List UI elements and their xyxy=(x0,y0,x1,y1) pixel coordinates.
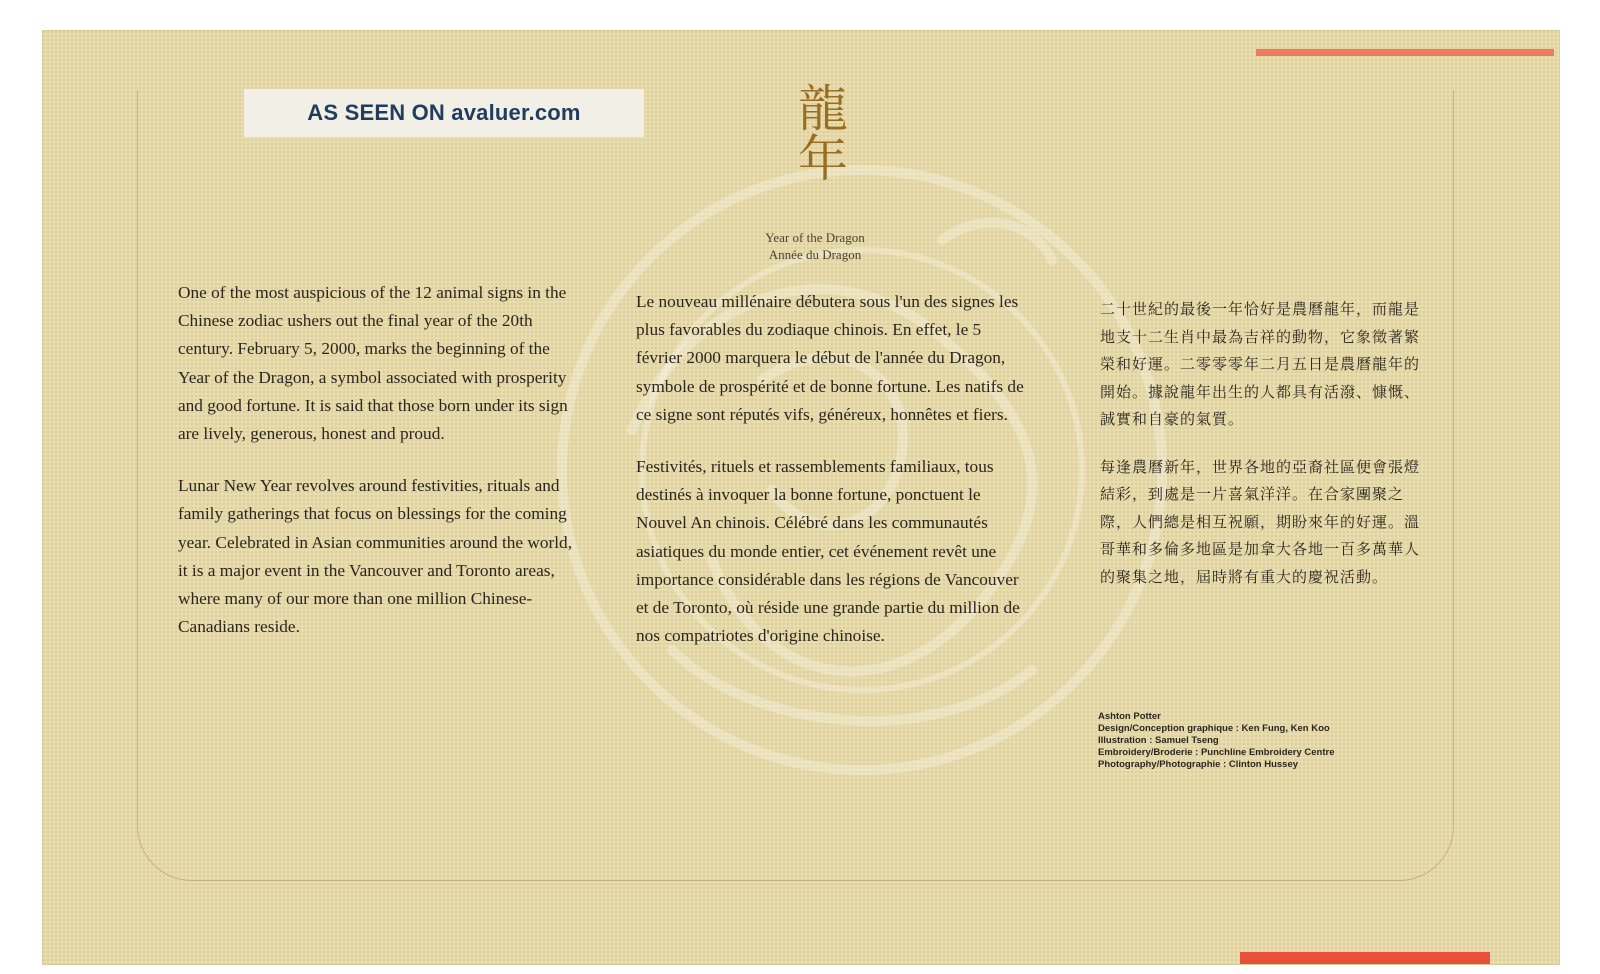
credits-block xyxy=(1098,711,1418,771)
red-edge-strip-top xyxy=(1256,49,1554,56)
french-paragraph: Le nouveau millénaire débutera sous l'un des signes les plus favorables du zodiaque chinois. En effet, le 5 février 2000 marquera le début de l'année du Dragon, symbole de prospérité et de bonne fortune. Les natifs de ce signe sont réputés vifs, généreux, honnêtes et fiers. xyxy=(636,292,1024,424)
english-paragraph: Lunar New Year revolves around festivities, rituals and family gatherings that focus on blessings for the coming year. Celebrated in Asian communities around the world, it is a major event in the Vancouver and Toronto areas, where many of our more than one million Chinese-Canadians reside. xyxy=(178,476,573,637)
english-column xyxy=(178,279,573,665)
chinese-title: 龍年 xyxy=(790,82,848,182)
french-column xyxy=(636,288,1031,674)
watermark-badge: AS SEEN ON avaluer.com xyxy=(244,89,644,137)
chinese-paragraph: 二十世紀的最後一年恰好是農曆龍年，而龍是地支十二生肖中最為吉祥的動物，它象徵著繁榮和好運。二零零零年二月五日是農曆龍年的開始。據說龍年出生的人都具有活潑、慷慨、誠實和自豪的氣質。 xyxy=(1100,300,1421,428)
credit-printer: Ashton Potter xyxy=(1098,711,1161,722)
credit-embroidery: Embroidery/Broderie : Punchline Embroidery Centre xyxy=(1098,747,1335,758)
red-edge-strip-bottom xyxy=(1240,952,1490,964)
credit-design: Design/Conception graphique : Ken Fung, Ken Koo xyxy=(1098,723,1330,734)
french-paragraph: Festivités, rituels et rassemblements familiaux, tous destinés à invoquer la bonne fortune, ponctuent le Nouvel An chinois. Célébré dans les communautés asiatiques du monde entier, cet événement revêt une importance considérable dans les régions de Vancouver et de Toronto, où réside une grande partie du million de nos compatriotes d'origine chinoise. xyxy=(636,457,1020,646)
chinese-paragraph: 每逢農曆新年，世界各地的亞裔社區便會張燈結彩，到處是一片喜氣洋洋。在合家團聚之際，人們總是相互祝願，期盼來年的好運。溫哥華和多倫多地區是加拿大各地一百多萬華人的聚集之地，屆時將有重大的慶祝活動。 xyxy=(1100,457,1421,586)
title-english: Year of the Dragon xyxy=(765,230,865,245)
credit-photography: Photography/Photographie : Clinton Hussey xyxy=(1098,759,1299,770)
chinese-column xyxy=(1100,296,1430,611)
credit-illustration: Illustration : Samuel Tseng xyxy=(1098,735,1219,746)
title-french: Année du Dragon xyxy=(768,247,862,262)
english-paragraph: One of the most auspicious of the 12 animal signs in the Chinese zodiac ushers out the final year of the 20th century. February 5, 2000, marks the beginning of the Year of the Dragon, a symbol associated with prosperity and good fortune. It is said that those born under its sign are lively, generous, honest and proud. xyxy=(178,283,568,444)
